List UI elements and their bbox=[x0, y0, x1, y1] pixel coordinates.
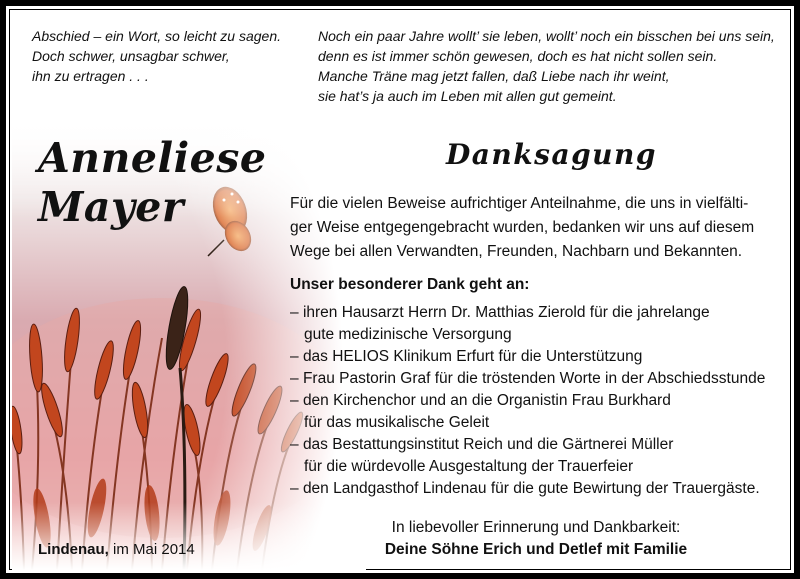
closing bbox=[366, 517, 706, 561]
list-item-text: – das HELIOS Klinikum Erfurt für die Unterstützung bbox=[290, 346, 790, 368]
list-item bbox=[290, 368, 790, 390]
list-item bbox=[290, 478, 790, 500]
poem-right-line: Manche Träne mag jetzt fallen, daß Liebe nach ihr weint, bbox=[318, 68, 670, 84]
list-item-text: – den Kirchenchor und an die Organistin Frau Burkhard bbox=[290, 390, 790, 412]
dateline-place: Lindenau, bbox=[38, 541, 109, 558]
poem-left-line: ihn zu ertragen . . . bbox=[32, 68, 149, 84]
poem-right-line: sie hat’s ja auch im Leben mit allen gut gemeint. bbox=[318, 88, 617, 104]
closing-signers: Deine Söhne Erich und Detlef mit Familie bbox=[384, 541, 688, 558]
intro-paragraph bbox=[290, 192, 790, 264]
dateline bbox=[38, 541, 195, 558]
list-item-text: – das Bestattungsinstitut Reich und die Gärtnerei Müller bbox=[290, 434, 790, 456]
poem-left bbox=[32, 26, 297, 86]
list-item bbox=[290, 434, 790, 478]
intro-line: Wege bei allen Verwandten, Freunden, Nachbarn und Bekannten. bbox=[290, 243, 743, 260]
page-title: Danksagung bbox=[446, 138, 657, 171]
list-item bbox=[290, 346, 790, 368]
closing-line: In liebevoller Erinnerung und Dankbarkeit: bbox=[391, 519, 681, 536]
poem-right-line: Noch ein paar Jahre wollt’ sie leben, wollt’ noch ein bisschen bei uns sein, bbox=[318, 28, 775, 44]
thanks-heading: Unser besonderer Dank geht an: bbox=[290, 276, 530, 293]
poem-left-line: Abschied – ein Wort, so leicht zu sagen. bbox=[32, 28, 282, 44]
list-item-continuation: gute medizinische Versorgung bbox=[304, 326, 512, 343]
thanks-list bbox=[290, 302, 790, 500]
list-item-text: – Frau Pastorin Graf für die tröstenden Worte in der Abschiedsstunde bbox=[290, 368, 790, 390]
last-name: Mayer bbox=[38, 183, 184, 231]
dateline-date: im Mai 2014 bbox=[113, 541, 195, 558]
list-item-continuation: für das musikalische Geleit bbox=[304, 414, 490, 431]
list-item-continuation: für die würdevolle Ausgestaltung der Trauerfeier bbox=[304, 458, 634, 475]
intro-line: ger Weise entgegengebracht wurden, bedanken wir uns auf diesem bbox=[290, 219, 755, 236]
list-item bbox=[290, 302, 790, 346]
poem-right bbox=[318, 26, 788, 106]
list-item-text: – den Landgasthof Lindenau für die gute Bewirtung der Trauergäste. bbox=[290, 478, 790, 500]
poem-left-line: Doch schwer, unsagbar schwer, bbox=[32, 48, 230, 64]
list-item bbox=[290, 390, 790, 434]
first-name: Anneliese bbox=[38, 134, 267, 182]
poem-right-line: denn es ist immer schön gewesen, doch es hat nicht sollen sein. bbox=[318, 48, 718, 64]
intro-line: Für die vielen Beweise aufrichtiger Anteilnahme, die uns in vielfälti- bbox=[290, 195, 749, 212]
deceased-name bbox=[38, 134, 266, 232]
list-item-text: – ihren Hausarzt Herrn Dr. Matthias Zierold für die jahrelange bbox=[290, 302, 790, 324]
